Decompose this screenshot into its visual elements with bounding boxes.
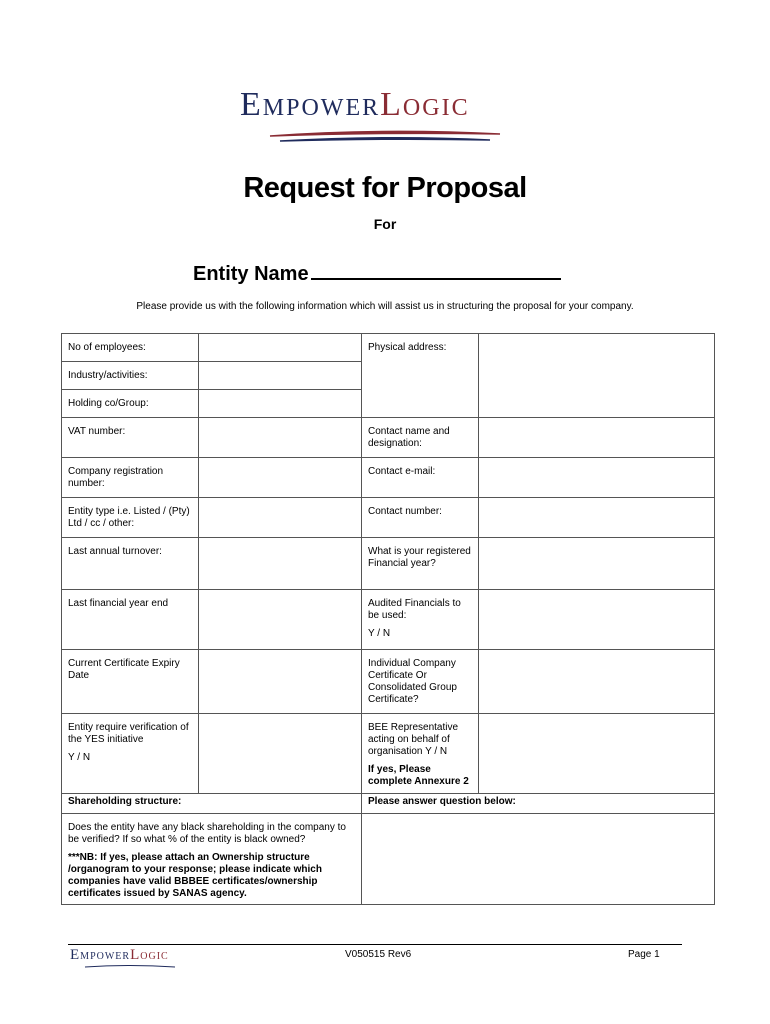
label-financial-year: What is your registered Financial year?	[362, 538, 479, 590]
logo-word-logic: OGIC	[402, 95, 470, 121]
label-bee-rep	[362, 714, 479, 794]
black-shareholding-text: Does the entity have any black shareholding in the company to be verified? If so what % of the entity is black owned?	[68, 822, 346, 845]
footer-divider	[68, 944, 682, 945]
logo-swoosh-icon	[240, 126, 510, 146]
logo-letter-e: E	[240, 86, 263, 123]
label-answer-below: Please answer question below:	[362, 794, 715, 814]
label-company-reg: Company registration number:	[62, 458, 199, 498]
entity-name-line[interactable]	[311, 258, 561, 280]
input-no-employees[interactable]	[199, 334, 362, 362]
footer-logo-empower: MPOWER	[80, 951, 131, 962]
footer-logo-letter-l: L	[130, 947, 141, 963]
label-contact-email: Contact e-mail:	[362, 458, 479, 498]
label-cert-expiry: Current Certificate Expiry Date	[62, 650, 199, 714]
input-vat[interactable]	[199, 418, 362, 458]
input-financial-year[interactable]	[479, 538, 715, 590]
footer-page-number: Page 1	[628, 949, 660, 960]
logo-letter-l: L	[380, 86, 403, 123]
input-entity-type[interactable]	[199, 498, 362, 538]
proposal-form-table	[61, 333, 715, 905]
subtitle-for: For	[373, 216, 397, 232]
label-entity-type: Entity type i.e. Listed / (Pty) Ltd / cc / other:	[62, 498, 199, 538]
bee-rep-note: If yes, Please complete Annexure 2	[368, 764, 469, 787]
label-industry: Industry/activities:	[62, 362, 199, 390]
label-holding: Holding co/Group:	[62, 390, 199, 418]
input-contact-number[interactable]	[479, 498, 715, 538]
input-contact-email[interactable]	[479, 458, 715, 498]
page-title: Request for Proposal	[243, 172, 527, 204]
label-no-employees: No of employees:	[62, 334, 199, 362]
input-last-fin-year-end[interactable]	[199, 590, 362, 650]
input-contact-name[interactable]	[479, 418, 715, 458]
label-shareholding: Shareholding structure:	[62, 794, 362, 814]
yes-initiative-yn: Y / N	[68, 752, 91, 763]
footer-logo-letter-e: E	[70, 947, 81, 963]
input-holding[interactable]	[199, 390, 362, 418]
input-cert-expiry[interactable]	[199, 650, 362, 714]
ownership-nb-note: ***NB: If yes, please attach an Ownership structure /organogram to your response; please indicate which companies have valid BBBEE certificates/ownership certificates issued by SANAS agency.	[68, 852, 322, 899]
yes-initiative-text: Entity require verification of the YES initiative	[68, 722, 189, 745]
intro-text: Please provide us with the following information which will assist us in structuring the proposal for your company.	[136, 301, 634, 312]
input-black-shareholding[interactable]	[362, 814, 715, 905]
input-company-reg[interactable]	[199, 458, 362, 498]
input-turnover[interactable]	[199, 538, 362, 590]
empowerlogic-logo	[240, 86, 520, 152]
audited-financials-text: Audited Financials to be used:	[368, 598, 461, 621]
label-contact-number: Contact number:	[362, 498, 479, 538]
input-individual-cert[interactable]	[479, 650, 715, 714]
label-audited-financials	[362, 590, 479, 650]
black-shareholding-question	[62, 814, 362, 905]
label-physical-address: Physical address:	[362, 334, 479, 418]
footer-swoosh-icon	[80, 964, 180, 970]
audited-yn: Y / N	[368, 628, 391, 639]
logo-word-empower: MPOWER	[262, 95, 381, 121]
bee-rep-text: BEE Representative acting on behalf of organisation Y / N	[368, 722, 459, 757]
input-physical-address[interactable]	[479, 334, 715, 418]
entity-name-field[interactable]	[193, 258, 561, 286]
label-individual-cert: Individual Company Certificate Or Consolidated Group Certificate?	[362, 650, 479, 714]
footer-logo	[70, 946, 180, 970]
label-turnover: Last annual turnover:	[62, 538, 199, 590]
label-yes-initiative	[62, 714, 199, 794]
label-contact-name: Contact name and designation:	[362, 418, 479, 458]
entity-name-label: Entity Name	[193, 263, 309, 285]
input-bee-rep[interactable]	[479, 714, 715, 794]
footer-version: V050515 Rev6	[345, 949, 412, 960]
label-vat: VAT number:	[62, 418, 199, 458]
label-last-fin-year-end: Last financial year end	[62, 590, 199, 650]
input-industry[interactable]	[199, 362, 362, 390]
input-yes-initiative[interactable]	[199, 714, 362, 794]
footer-logo-logic: OGIC	[140, 951, 169, 962]
input-audited-financials[interactable]	[479, 590, 715, 650]
